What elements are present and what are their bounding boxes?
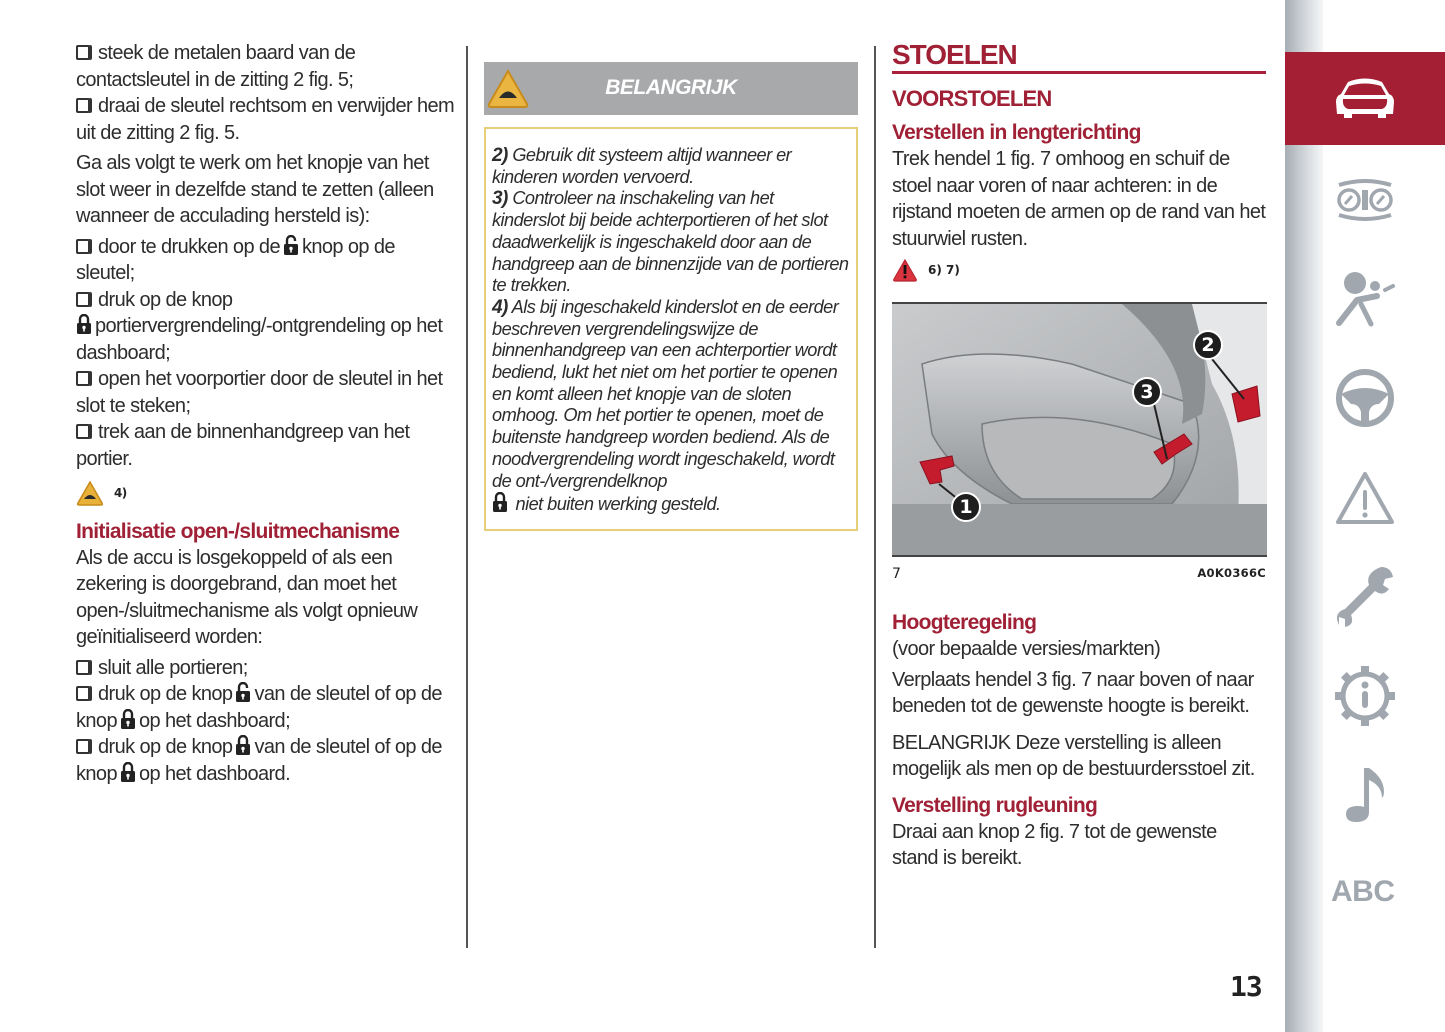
subheading-longitudinal: Verstellen in lengterichting (892, 121, 1141, 144)
bullet-item: sluit alle portieren; (76, 655, 456, 682)
warning-box-header (484, 62, 858, 115)
checkbox-bullet-icon (76, 45, 90, 60)
bullet-item: druk op de knop (76, 287, 456, 314)
lock-icon (492, 492, 508, 512)
sidebar-shade (1285, 0, 1323, 1032)
sidebar-item-starting-driving[interactable] (1333, 366, 1397, 430)
warning-triangle-icon (1334, 470, 1396, 526)
longitudinal-text: Trek hendel 1 fig. 7 omhoog en schuif de stoel naar voren of naar achteren: in de rijstand moeten de armen op de rand van het stuurwiel rusten. (892, 148, 1266, 250)
bullet-item-cont: portiervergrendeling/-ontgrendeling op het dashboard; (76, 315, 443, 364)
column-3 (892, 40, 1266, 294)
subheading-backrest: Verstelling rugleuning (892, 793, 1098, 817)
heading-initialisation: Initialisatie open-/sluitmechanisme (76, 519, 400, 543)
column-3-lower (892, 610, 1266, 872)
warning-item: 3) Controleer na inschakeling van het kinderslot bij beide achterportieren of het slot daadwerkelijk is ingeschakeld door aan de handgreep aan de binnenzijde van de portieren te trekken. (492, 188, 849, 296)
checkbox-bullet-icon (76, 739, 90, 754)
checkbox-bullet-icon (76, 371, 90, 386)
lock-icon (76, 314, 92, 334)
section-heading: VOORSTOELEN (892, 86, 1052, 111)
reset-paragraph: Ga als volgt te werk om het knopje van het slot weer in dezelfde stand te zetten (alleen wanneer de acculading hersteld is): (76, 152, 434, 227)
bullet-item: open het voorportier door de sleutel in het slot te steken; (76, 368, 443, 417)
car-icon (1334, 76, 1396, 120)
title-rule (892, 71, 1266, 74)
steering-wheel-icon (1335, 368, 1395, 428)
bullet-item: trek aan de binnenhandgreep van het portier. (76, 421, 410, 470)
callout-3: 3 (1132, 377, 1162, 407)
sidebar-item-multimedia[interactable] (1333, 762, 1397, 826)
note-reference: 4) (76, 480, 456, 507)
warning-box-title: BELANGRIJK (605, 76, 737, 99)
callout-1: 1 (951, 492, 981, 522)
lock-icon (120, 709, 136, 729)
sidebar-item-instruments[interactable] (1333, 168, 1397, 232)
figure-code: A0K0366C (1197, 566, 1266, 580)
sidebar-item-technical-data[interactable] (1333, 664, 1397, 728)
sidebar-item-car[interactable] (1333, 66, 1397, 130)
init-bullets (76, 655, 456, 788)
music-note-icon (1340, 764, 1390, 824)
backrest-text: Draai aan knop 2 fig. 7 tot de gewenste stand is bereikt. (892, 820, 1217, 869)
height-text: Verplaats hendel 3 fig. 7 naar boven of naar beneden tot de gewenste hoogte is bereikt. (892, 668, 1254, 717)
airbag-icon (1335, 268, 1395, 328)
height-important: BELANGRIJK Deze verstelling is alleen mogelijk als men op de bestuurdersstoel zit. (892, 731, 1255, 780)
init-paragraph: Als de accu is losgekoppeld of als een zekering is doorgebrand, dan moet het open-/sluitmechanisme als volgt opnieuw geïnitialiseerd worden: (76, 546, 418, 648)
seat-figure (892, 302, 1267, 557)
checkbox-bullet-icon (76, 98, 90, 113)
height-note: (voor bepaalde versies/markten) (892, 638, 1161, 660)
column-1 (76, 40, 456, 787)
caution-child-icon (76, 480, 104, 506)
checkbox-bullet-icon (76, 292, 90, 307)
page-title: STOELEN (892, 39, 1017, 70)
instrument-cluster-icon (1333, 179, 1397, 221)
reset-bullets (76, 234, 456, 473)
subheading-height: Hoogteregeling (892, 611, 1037, 634)
unlock-icon (283, 235, 299, 255)
warning-item: 4) Als bij ingeschakeld kinderslot en de eerder beschreven vergrendelingswijze de binnenhandgreep van een achterportier wordt bediend, lukt het niet om het portier te openen en komt alleen het knopje van de sloten omhoog. Om het portier te openen, moet de buitenste handgreep worden bediend. Als de noodvergrendeling wordt ingeschakeld, wordt de ont-/vergrendelknop niet buiten werking gesteld. (492, 296, 839, 515)
lock-icon (235, 735, 251, 755)
bullet-item: steek de metalen baard van de contactsleutel in de zitting 2 fig. 5; (76, 42, 356, 91)
checkbox-bullet-icon (76, 239, 90, 254)
danger-triangle-icon (892, 258, 918, 282)
warning-box-body (484, 127, 858, 531)
sidebar-item-safety[interactable] (1333, 266, 1397, 330)
checkbox-bullet-icon (76, 686, 90, 701)
gear-info-icon (1333, 664, 1397, 728)
callout-2: 2 (1193, 330, 1223, 360)
sidebar-item-maintenance[interactable] (1333, 564, 1397, 628)
intro-bullets (76, 40, 456, 146)
bullet-item: draai de sleutel rechtsom en verwijder hem uit de zitting 2 fig. 5. (76, 95, 455, 144)
note-reference: 6) 7) (892, 258, 1266, 282)
figure-number: 7 (892, 566, 901, 582)
bullet-item: druk op de knop van de sleutel of op de knop op het dashboard; (76, 683, 442, 732)
lock-icon (120, 762, 136, 782)
unlock-icon (235, 682, 251, 702)
warning-item: 2) Gebruik dit systeem altijd wanneer er kinderen worden vervoerd. (492, 145, 792, 187)
bullet-item: druk op de knop van de sleutel of op de knop op het dashboard. (76, 736, 442, 785)
page-number: 13 (1230, 970, 1262, 1003)
sidebar-item-index[interactable]: ABC (1331, 875, 1395, 908)
sidebar-item-emergency[interactable] (1333, 466, 1397, 530)
bullet-item: door te drukken op de knop op de sleutel; (76, 235, 395, 284)
checkbox-bullet-icon (76, 660, 90, 675)
wrench-icon (1335, 563, 1395, 629)
chapter-sidebar (1285, 0, 1445, 1032)
column-divider (466, 46, 468, 948)
column-divider (874, 46, 876, 948)
checkbox-bullet-icon (76, 424, 90, 439)
